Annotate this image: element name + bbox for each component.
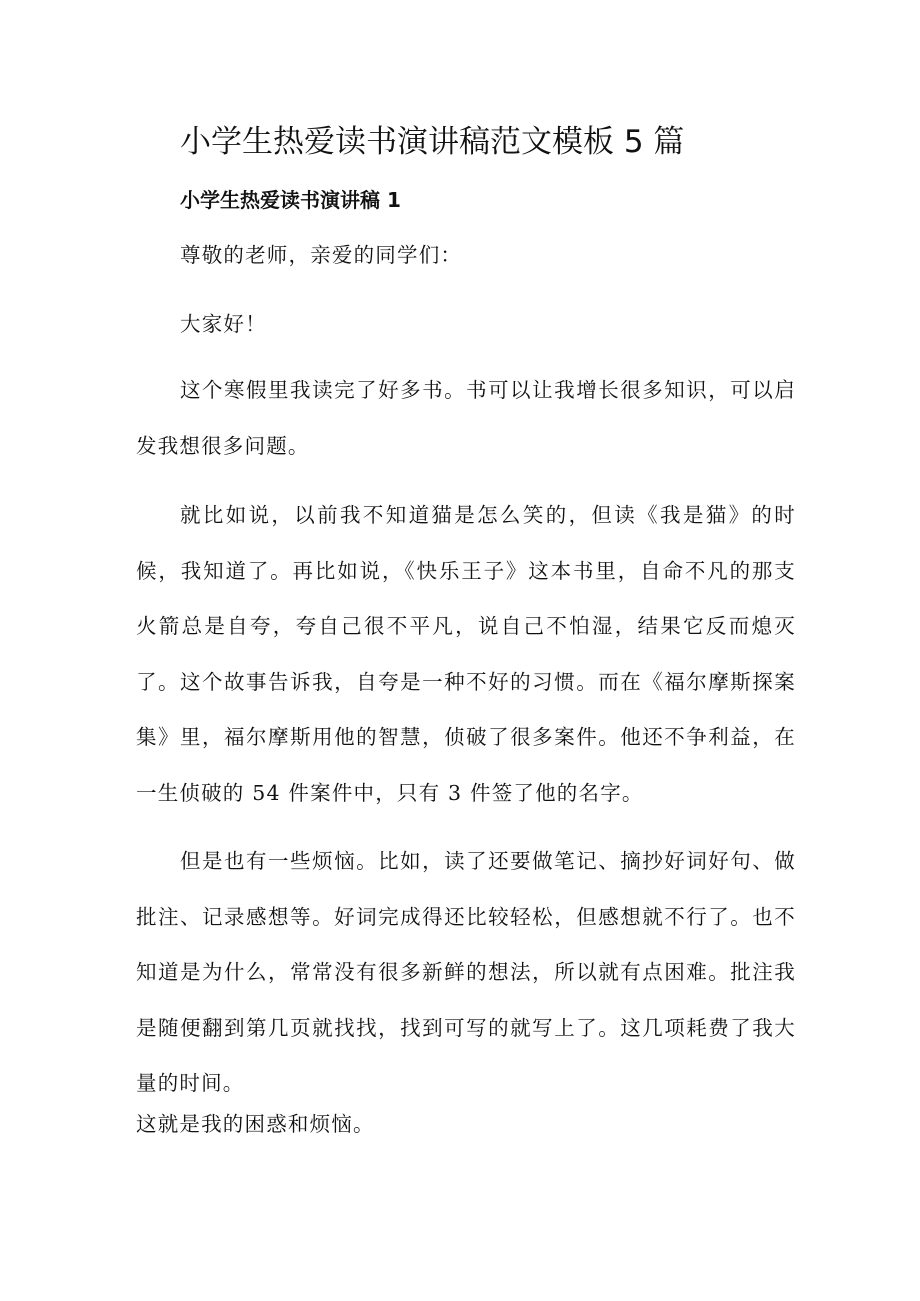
paragraph-2: 就比如说，以前我不知道猫是怎么笑的，但读《我是猫》的时候，我知道了。再比如说，《快乐王子》这本书里，自命不凡的那支火箭总是自夸，夸自己很不平凡，说自己不怕湿，结果它反而熄灭了。这个故事告诉我，自夸是一种不好的习惯。而在《福尔摩斯探案集》里，福尔摩斯用他的智慧，侦破了很多案件。他还不争利益，在一生侦破的 54 件案件中，只有 3 件签了他的名字。 <box>136 503 796 805</box>
section-heading: 小学生热爱读书演讲稿 1 <box>180 188 401 212</box>
closing-line: 这就是我的困惑和烦恼。 <box>136 1112 375 1136</box>
paragraph-1: 这个寒假里我读完了好多书。书可以让我增长很多知识，可以启发我想很多问题。 <box>136 378 796 458</box>
document-title: 小学生热爱读书演讲稿范文模板 5 篇 <box>180 124 685 160</box>
paragraph-3: 但是也有一些烦恼。比如，读了还要做笔记、摘抄好词好句、做批注、记录感想等。好词完成得还比较轻松，但感想就不行了。也不知道是为什么，常常没有很多新鲜的想法，所以就有点困难。批注我是随便翻到第几页就找找，找到可写的就写上了。这几项耗费了我大量的时间。 <box>136 849 796 1095</box>
salutation-line: 尊敬的老师，亲爱的同学们： <box>180 243 463 267</box>
greeting-line: 大家好！ <box>180 312 267 336</box>
